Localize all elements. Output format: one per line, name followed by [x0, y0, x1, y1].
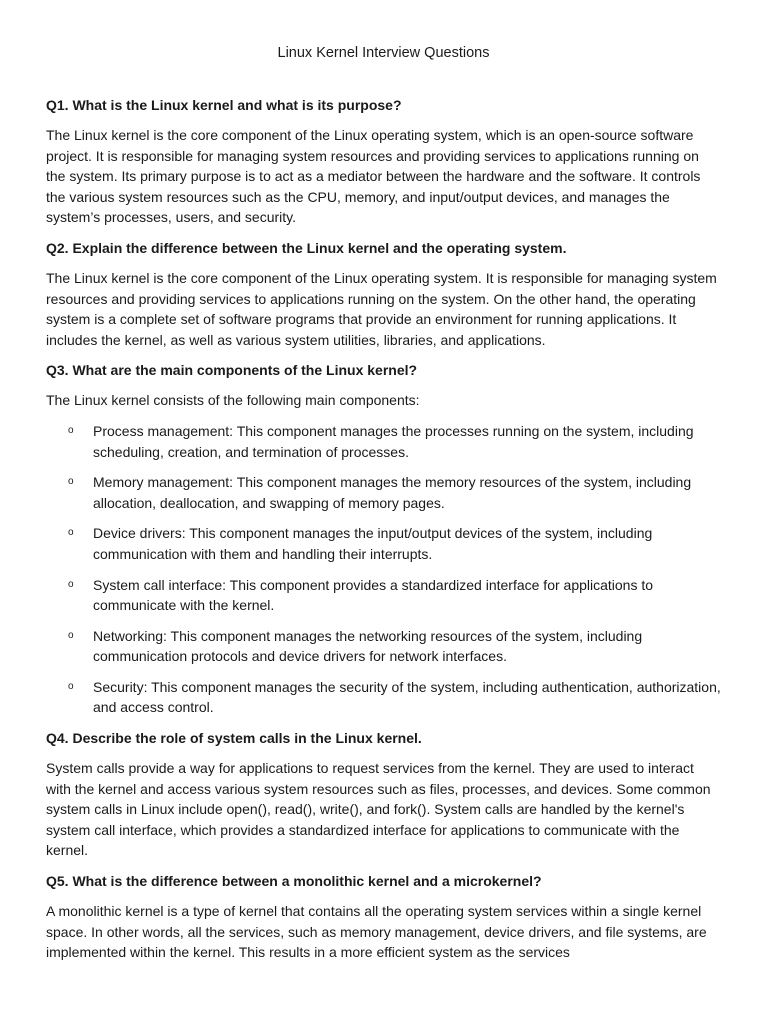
list-item-text: Device drivers: This component manages the input/output devices of the system, including communication with them and handling their interrupts.	[93, 525, 653, 562]
list-item-text: Process management: This component manages the processes running on the system, including scheduling, creation, and termination of processes.	[93, 422, 694, 460]
document-title: Linux Kernel Interview Questions	[277, 45, 490, 61]
circle-bullet-icon: o	[68, 476, 74, 488]
list-item-text: Memory management: This component manages the memory resources of the system, including allocation, deallocation, and swapping of memory pages.	[93, 474, 692, 511]
list-item	[46, 421, 721, 462]
section-q3	[46, 360, 721, 718]
circle-bullet-icon: o	[68, 680, 74, 692]
circle-bullet-icon: o	[68, 527, 74, 539]
list-item	[46, 575, 721, 616]
answer-paragraph: System calls provide a way for applications to request services from the kernel. They are used to interact with the kernel and access various system resources such as files, processes, and devices. Some common system calls in Linux include open(), read(), write(), and fork(). System calls are handled by the kernel's system call interface, which provides a standardized interface for applications to communicate with the kernel.	[46, 760, 711, 859]
list-intro: The Linux kernel consists of the following main components:	[46, 392, 420, 409]
section-q4	[46, 728, 721, 861]
question-heading: Q5. What is the difference between a monolithic kernel and a microkernel?	[46, 873, 542, 890]
list-item-text: System call interface: This component provides a standardized interface for applications to communicate with the kernel.	[93, 576, 654, 614]
question-heading: Q1. What is the Linux kernel and what is its purpose?	[46, 97, 402, 113]
question-heading: Q2. Explain the difference between the Linux kernel and the operating system.	[46, 239, 567, 256]
answer-paragraph: The Linux kernel is the core component of the Linux operating system, which is an open-source software project. It is responsible for managing system resources and providing services to applications running on the system. Its primary purpose is to act as a mediator between the hardware and the software. It controls the various system resources such as the CPU, memory, and input/output devices, and manages the system’s processes, users, and security.	[46, 127, 701, 226]
section-q2	[46, 238, 721, 350]
section-q1	[46, 95, 721, 228]
document-body	[46, 95, 721, 963]
list-item	[46, 626, 721, 667]
circle-bullet-icon: o	[68, 629, 74, 641]
circle-bullet-icon: o	[68, 424, 74, 436]
list-item-text: Security: This component manages the security of the system, including authentication, authorization, and access control.	[93, 678, 721, 716]
circle-bullet-icon: o	[68, 578, 74, 590]
list-item	[46, 523, 721, 564]
answer-paragraph: The Linux kernel is the core component of the Linux operating system. It is responsible for managing system resources and providing services to applications running on the system. On the other hand, the operating system is a complete set of software programs that provide an environment for running applications. It includes the kernel, as well as various system utilities, libraries, and applications.	[46, 269, 717, 348]
component-list	[46, 421, 721, 718]
section-q5	[46, 871, 721, 963]
list-item	[46, 677, 721, 718]
list-item	[46, 472, 721, 513]
answer-paragraph: A monolithic kernel is a type of kernel that contains all the operating system services within a single kernel space. In other words, all the services, such as memory management, device drivers, and file systems, are implemented within the kernel. This results in a more efficient system as the services	[46, 903, 707, 961]
question-heading: Q4. Describe the role of system calls in the Linux kernel.	[46, 730, 422, 747]
question-heading: Q3. What are the main components of the Linux kernel?	[46, 362, 418, 379]
list-item-text: Networking: This component manages the networking resources of the system, including communication protocols and device drivers for network interfaces.	[93, 627, 643, 665]
